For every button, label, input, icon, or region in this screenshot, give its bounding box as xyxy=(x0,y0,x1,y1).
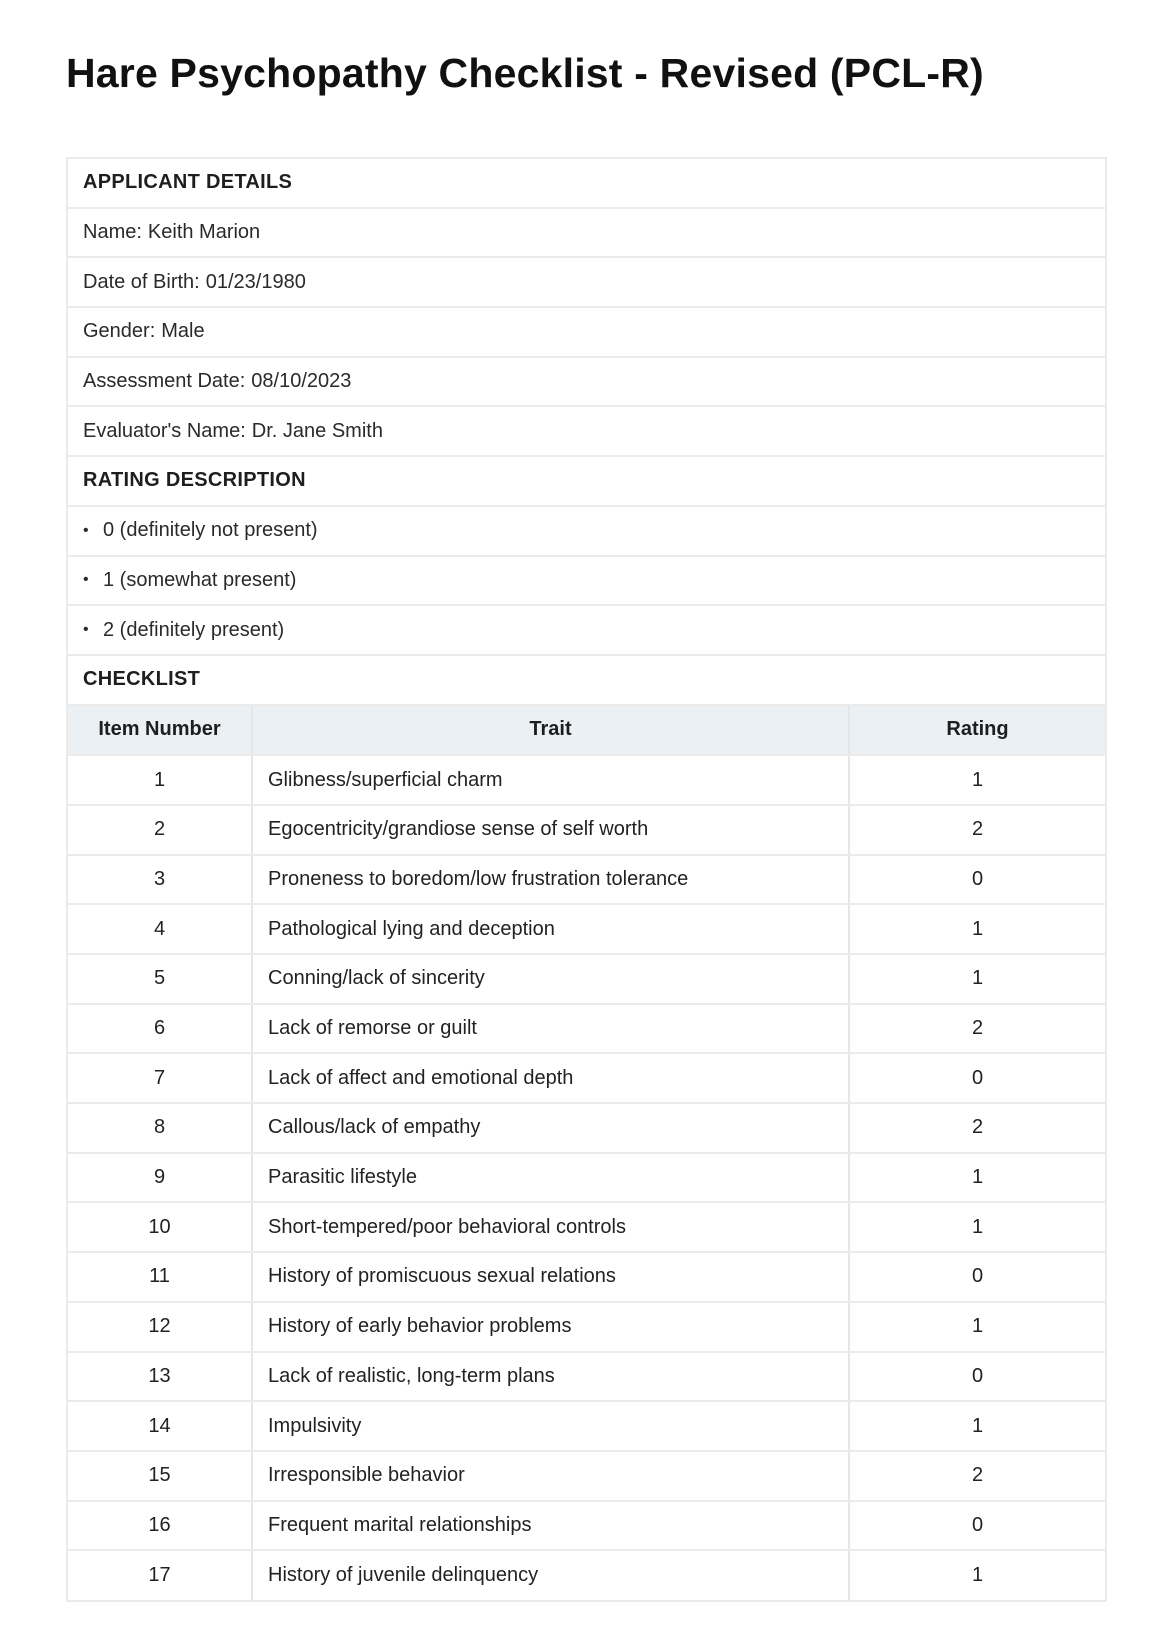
rating-cell: 0 xyxy=(849,855,1105,905)
rating-description-heading: RATING DESCRIPTION xyxy=(68,457,1105,507)
item-number-cell: 16 xyxy=(68,1501,252,1551)
table-row xyxy=(68,1004,1105,1054)
field-label: Gender: xyxy=(83,320,156,343)
item-number-cell: 3 xyxy=(68,855,252,905)
trait-cell: History of juvenile delinquency xyxy=(252,1550,849,1600)
rating-description-item xyxy=(68,606,1105,656)
field-value: 08/10/2023 xyxy=(251,370,352,393)
table-row xyxy=(68,1053,1105,1103)
table-row xyxy=(68,904,1105,954)
rating-description-text: 2 (definitely present) xyxy=(103,618,285,641)
field-name xyxy=(68,209,1105,259)
rating-cell: 1 xyxy=(849,1153,1105,1203)
rating-cell: 1 xyxy=(849,1302,1105,1352)
document-title: Hare Psychopathy Checklist - Revised (PCL-R) xyxy=(66,50,984,96)
trait-cell: Proneness to boredom/low frustration tolerance xyxy=(252,855,849,905)
rating-description-item xyxy=(68,557,1105,607)
table-row xyxy=(68,1550,1105,1600)
item-number-cell: 9 xyxy=(68,1153,252,1203)
table-row xyxy=(68,1401,1105,1451)
field-label: Assessment Date: xyxy=(83,370,246,393)
trait-cell: Short-tempered/poor behavioral controls xyxy=(252,1202,849,1252)
field-label: Evaluator's Name: xyxy=(83,419,246,442)
checklist-header-row xyxy=(68,706,1105,756)
checklist-heading: CHECKLIST xyxy=(68,656,1105,706)
table-row xyxy=(68,1252,1105,1302)
rating-cell: 1 xyxy=(849,1202,1105,1252)
field-assessment-date xyxy=(68,358,1105,408)
rating-cell: 0 xyxy=(849,1352,1105,1402)
item-number-cell: 6 xyxy=(68,1004,252,1054)
applicant-details-heading: APPLICANT DETAILS xyxy=(68,159,1105,209)
trait-cell: Egocentricity/grandiose sense of self worth xyxy=(252,805,849,855)
checklist-table xyxy=(68,706,1105,1600)
rating-cell: 2 xyxy=(849,805,1105,855)
table-row xyxy=(68,1451,1105,1501)
trait-cell: Parasitic lifestyle xyxy=(252,1153,849,1203)
table-row xyxy=(68,1103,1105,1153)
field-label: Name: xyxy=(83,221,142,244)
bullet-icon: • xyxy=(83,521,89,539)
item-number-cell: 8 xyxy=(68,1103,252,1153)
assessment-form xyxy=(66,157,1107,1602)
trait-cell: Lack of remorse or guilt xyxy=(252,1004,849,1054)
item-number-cell: 17 xyxy=(68,1550,252,1600)
table-row xyxy=(68,1501,1105,1551)
rating-cell: 2 xyxy=(849,1103,1105,1153)
field-value: Keith Marion xyxy=(147,221,261,244)
table-row xyxy=(68,855,1105,905)
field-value: Dr. Jane Smith xyxy=(251,419,383,442)
field-label: Date of Birth: xyxy=(83,270,200,293)
rating-cell: 0 xyxy=(849,1053,1105,1103)
rating-description-text: 1 (somewhat present) xyxy=(103,568,297,591)
field-value: Male xyxy=(161,320,205,343)
trait-cell: History of early behavior problems xyxy=(252,1302,849,1352)
trait-cell: Frequent marital relationships xyxy=(252,1501,849,1551)
rating-cell: 0 xyxy=(849,1252,1105,1302)
rating-cell: 0 xyxy=(849,1501,1105,1551)
item-number-cell: 12 xyxy=(68,1302,252,1352)
item-number-cell: 2 xyxy=(68,805,252,855)
item-number-cell: 11 xyxy=(68,1252,252,1302)
rating-description-item xyxy=(68,507,1105,557)
rating-cell: 1 xyxy=(849,1401,1105,1451)
item-number-cell: 14 xyxy=(68,1401,252,1451)
trait-cell: Lack of affect and emotional depth xyxy=(252,1053,849,1103)
field-value: 01/23/1980 xyxy=(205,270,306,293)
column-header-item-number: Item Number xyxy=(68,706,252,756)
column-header-rating: Rating xyxy=(849,706,1105,756)
rating-description-text: 0 (definitely not present) xyxy=(103,519,318,542)
table-row xyxy=(68,954,1105,1004)
rating-cell: 1 xyxy=(849,954,1105,1004)
item-number-cell: 13 xyxy=(68,1352,252,1402)
rating-cell: 2 xyxy=(849,1451,1105,1501)
item-number-cell: 7 xyxy=(68,1053,252,1103)
rating-cell: 1 xyxy=(849,755,1105,805)
table-row xyxy=(68,1202,1105,1252)
table-row xyxy=(68,1153,1105,1203)
trait-cell: History of promiscuous sexual relations xyxy=(252,1252,849,1302)
bullet-icon: • xyxy=(83,621,89,639)
item-number-cell: 5 xyxy=(68,954,252,1004)
bullet-icon: • xyxy=(83,571,89,589)
field-evaluator-name xyxy=(68,407,1105,457)
trait-cell: Glibness/superficial charm xyxy=(252,755,849,805)
trait-cell: Conning/lack of sincerity xyxy=(252,954,849,1004)
table-row xyxy=(68,805,1105,855)
rating-cell: 1 xyxy=(849,904,1105,954)
rating-cell: 1 xyxy=(971,1564,984,1587)
table-row xyxy=(68,1352,1105,1402)
field-date-of-birth xyxy=(68,258,1105,308)
column-header-trait: Trait xyxy=(252,706,849,756)
item-number-cell: 4 xyxy=(68,904,252,954)
trait-cell: Callous/lack of empathy xyxy=(252,1103,849,1153)
item-number-cell: 15 xyxy=(68,1451,252,1501)
item-number-cell: 1 xyxy=(68,755,252,805)
trait-cell: Lack of realistic, long-term plans xyxy=(252,1352,849,1402)
rating-cell: 2 xyxy=(849,1004,1105,1054)
item-number-cell: 10 xyxy=(68,1202,252,1252)
field-gender xyxy=(68,308,1105,358)
trait-cell: Impulsivity xyxy=(252,1401,849,1451)
trait-cell: Pathological lying and deception xyxy=(252,904,849,954)
table-row xyxy=(68,755,1105,805)
table-row xyxy=(68,1302,1105,1352)
checklist-body xyxy=(68,755,1105,1600)
trait-cell: Irresponsible behavior xyxy=(252,1451,849,1501)
